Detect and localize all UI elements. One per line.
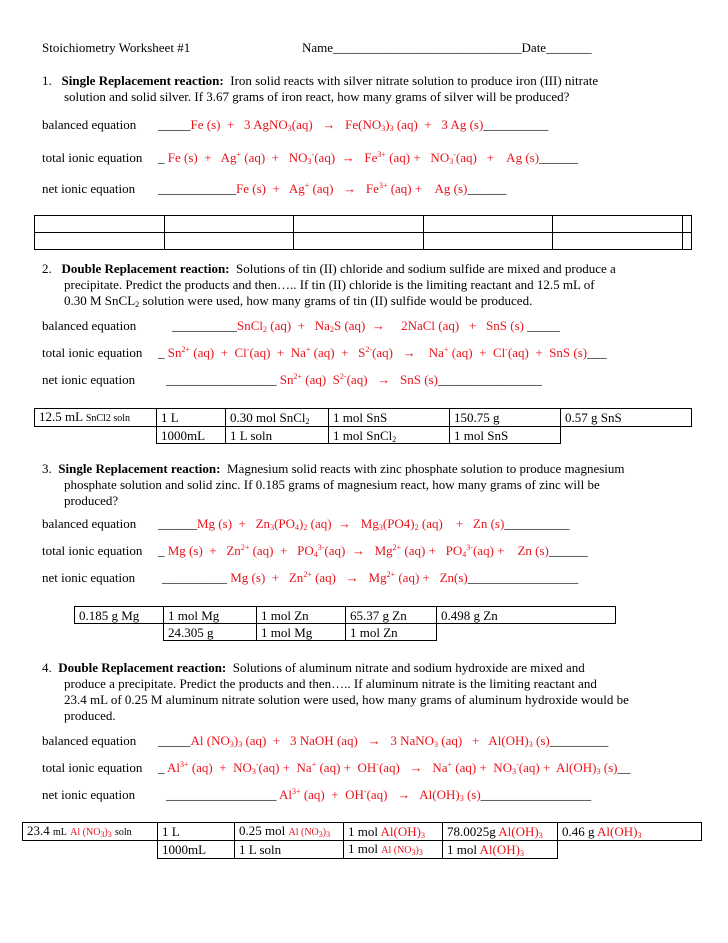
- q4-line3: 23.4 mL of 0.25 M aluminum nitrate solution were used, how many grams of aluminum hydroxide would be: [64, 692, 629, 707]
- q4-line1: 4. Double Replacement reaction: Solutions of aluminum nitrate and sodium hydroxide are mixed and: [42, 660, 585, 675]
- q4-calculation-table: [22, 822, 702, 859]
- table-row: 0.185 g Mg 1 mol Mg 1 mol Zn 65.37 g Zn 0.498 g Zn: [75, 607, 616, 624]
- q2-balanced-label: balanced equation: [42, 318, 137, 333]
- q2-line2: precipitate. Predict the products and then….. If tin (II) chloride is the limiting reactant and 12.5 mL of: [64, 277, 595, 292]
- q1-balanced-equation: _____Fe (s) + 3 AgNO$_3$(aq) → $Fe(NO_3)_3$ (aq) + 3 Ag (s)__________: [158, 117, 549, 133]
- q1-line2: solution and solid silver. If 3.67 grams of iron react, how many grams of silver will be produced?: [64, 89, 570, 104]
- table-row: 23.4 mL Al $(NO_3)_3$ soln 1 L 0.25 mol Al $(NO_3)_3$ 1 mol $Al(OH)_3$ 78.0025g $Al(OH)_3$ 0.46 g $Al(OH)_3$: [23, 823, 702, 841]
- table-row: 1000mL 1 L soln 1 mol Al $(NO_3)_3$ 1 mol $Al(OH)_3$: [23, 841, 702, 859]
- q1-net-ionic-label: net ionic equation: [42, 181, 136, 196]
- q4-line2: produce a precipitate. Predict the products and then….. If aluminum nitrate is the limiting reactant and: [64, 676, 597, 691]
- q4-net-ionic-equation: _________________ $Al^{3+}$ $(aq) + OH^-(aq) \to Al(OH)_3$ (s)_________________: [166, 787, 592, 803]
- q3-net-ionic-label: net ionic equation: [42, 570, 136, 585]
- q1-balanced-label: balanced equation: [42, 117, 137, 132]
- q3-line1: 3. Single Replacement reaction: Magnesium solid reacts with zinc phosphate solution to produce magnesium: [42, 461, 625, 476]
- q3-calculation-table: [74, 606, 616, 641]
- table-row: [35, 216, 692, 233]
- table-row: 1000mL 1 L soln 1 mol SnCl$_2$ 1 mol SnS: [35, 427, 692, 444]
- q4-net-ionic-label: net ionic equation: [42, 787, 136, 802]
- q3-line2: phosphate solution and solid zinc. If 0.185 grams of magnesium react, how many grams of zinc will be: [64, 477, 600, 492]
- table-row: 24.305 g 1 mol Mg 1 mol Zn: [75, 624, 616, 641]
- q4-total-ionic-equation: _ $Al^{3+}$ $(aq) + NO_3^-(aq) + Na^+$ (aq) + OH-(aq) → Na+ $(aq) + NO_3^-(aq) + Al(OH)_3$ (s)__: [158, 760, 631, 776]
- q1-total-ionic-equation: _ Fe (s) + Ag+ $(aq) + NO_3^-(aq) \to Fe^{3+}$ $(aq) + NO_3^-(aq)$ + Ag (s)______: [158, 150, 579, 166]
- q4-balanced-equation: _____Al $(NO_3)_3$ (aq) + 3 NaOH (aq) → 3 NaNO$_3$ $(aq) + Al(OH)_3$ (s)_________: [158, 733, 609, 749]
- q2-line1: 2. Double Replacement reaction: Solutions of tin (II) chloride and sodium sulfide are mixed and produce a: [42, 261, 616, 276]
- q1-net-ionic-equation: ____________Fe (s) + Ag+ $(aq) \to Fe^{3+}$ (aq) + Ag (s)______: [158, 181, 507, 196]
- q2-line3: 0.30 M SnCL$_2$ solution were used, how many grams of tin (II) sulfide would be produced.: [64, 293, 533, 309]
- q1-calculation-table: [34, 215, 692, 250]
- worksheet-title: Stoichiometry Worksheet #1: [42, 40, 191, 55]
- q4-balanced-label: balanced equation: [42, 733, 137, 748]
- q2-calculation-table: [34, 408, 692, 444]
- q2-balanced-equation: __________SnCl$_2$ $(aq) + Na_2S$ (aq) → 2NaCl (aq) + SnS (s) _____: [172, 318, 560, 334]
- q4-line4: produced.: [64, 708, 116, 723]
- q2-net-ionic-equation: _________________ $Sn^{2+}$ (aq) $S^{2-}(aq)$ → SnS (s)________________: [166, 372, 542, 387]
- q1-total-ionic-label: total ionic equation: [42, 150, 143, 165]
- q3-net-ionic-equation: __________ Mg $(s) + Zn^{2+}$ $(aq) \to Mg^{2+}$ (aq) + Zn(s)_________________: [162, 570, 579, 585]
- q3-total-ionic-equation: _ Mg $(s) + Zn^{2+}$ $(aq) + PO_4^{3-}(aq) \to Mg^{2+}$ $(aq) + PO_4^{3-}(aq)$ + Zn (s)______: [158, 543, 588, 559]
- q3-line3: produced?: [64, 493, 119, 508]
- name-date-field: Name_____________________________Date_______: [302, 40, 592, 55]
- table-row: [35, 233, 692, 250]
- q4-total-ionic-label: total ionic equation: [42, 760, 143, 775]
- q2-total-ionic-equation: _ $Sn^{2+}$ (aq) + Cl-(aq) + Na+ $(aq) + S^{2-}(aq)$ → Na+ (aq) + Cl-(aq) + SnS (s)___: [158, 345, 607, 360]
- q2-net-ionic-label: net ionic equation: [42, 372, 136, 387]
- q1-line1: 1. Single Replacement reaction: Iron solid reacts with silver nitrate solution to produce iron (III) nitrate: [42, 73, 599, 88]
- q3-total-ionic-label: total ionic equation: [42, 543, 143, 558]
- q2-total-ionic-label: total ionic equation: [42, 345, 143, 360]
- q3-balanced-equation: ______Mg $(s) + Zn_3(PO_4)_2$ $(aq) \to Mg_3(PO4)_2$ (aq) + Zn (s)__________: [158, 516, 570, 532]
- table-row: 12.5 mL SnCl2 soln 1 L 0.30 mol SnCl$_2$ 1 mol SnS 150.75 g 0.57 g SnS: [35, 409, 692, 427]
- q3-balanced-label: balanced equation: [42, 516, 137, 531]
